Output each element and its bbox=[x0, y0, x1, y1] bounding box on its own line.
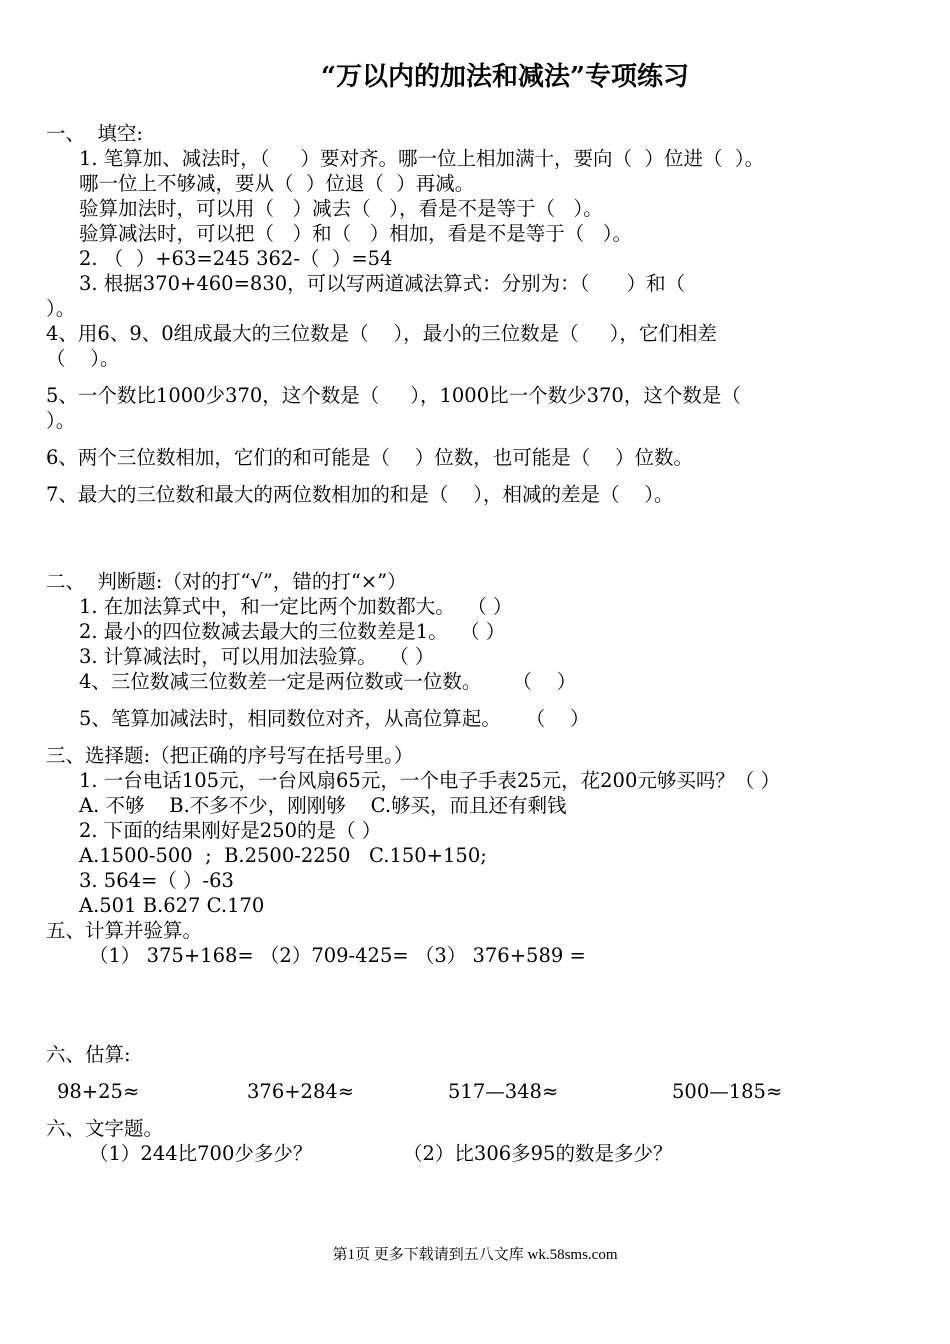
estimate-item: 500—185≈ bbox=[672, 1080, 783, 1103]
question-line: 5、笔算加减法时，相同数位对齐，从高位算起。 （ ） bbox=[79, 707, 590, 730]
question-line: 2. 最小的四位数减去最大的三位数差是1。 （ ） bbox=[79, 620, 506, 643]
estimate-item: 376+284≈ bbox=[247, 1080, 355, 1103]
page-title: “万以内的加法和减法”专项练习 bbox=[321, 62, 689, 92]
question-line: ）。 bbox=[46, 409, 76, 432]
question-line: 3. 计算减法时，可以用加法验算。 （ ） bbox=[79, 645, 435, 668]
question-line: 4、用6、9、0组成最大的三位数是（ ），最小的三位数是（ ），它们相差 bbox=[46, 322, 717, 345]
question-line: 7、最大的三位数和最大的两位数相加的和是（ ），相减的差是（ ）。 bbox=[46, 483, 674, 506]
question-line: 2. 下面的结果刚好是250的是（ ） bbox=[79, 819, 382, 842]
word-problem-2: （2）比306多95的数是多少？ bbox=[403, 1142, 673, 1165]
question-line: 6、两个三位数相加，它们的和可能是（ ）位数，也可能是（ ）位数。 bbox=[46, 446, 693, 469]
question-line: （1） 375+168= （2）709-425= （3） 376+589 = bbox=[89, 944, 586, 967]
question-line: 验算减法时，可以把（ ）和（ ）相加，看是不是等于（ ）。 bbox=[79, 222, 633, 245]
question-line: 1. 在加法算式中，和一定比两个加数都大。 （ ） bbox=[79, 595, 513, 618]
section-7-heading: 六、文字题。 bbox=[46, 1117, 164, 1140]
section-1-heading: 一、 填空: bbox=[46, 122, 143, 145]
question-line: A. 不够 B.不多不少，刚刚够 C.够买，而且还有剩钱 bbox=[79, 794, 567, 817]
page-footer: 第1页 更多下载请到五八文库 wk.58sms.com bbox=[332, 1247, 618, 1263]
question-line: 验算加法时，可以用（ ）减去（ ），看是不是等于（ ）。 bbox=[79, 197, 603, 220]
question-line: 1. 一台电话105元，一台风扇65元，一个电子手表25元，花200元够买吗？（ ） bbox=[79, 769, 781, 792]
word-problem-1: （1）244比700少多少？ bbox=[89, 1142, 313, 1165]
question-line: 3. 564=（ ）-63 bbox=[79, 869, 234, 892]
estimate-item: 517—348≈ bbox=[448, 1080, 559, 1103]
estimate-item: 98+25≈ bbox=[57, 1080, 140, 1103]
question-line: 3. 根据370+460=830，可以写两道减法算式：分别为：（ ）和（ bbox=[79, 272, 686, 295]
question-line: 5、一个数比1000少370，这个数是（ ），1000比一个数少370，这个数是（ bbox=[46, 384, 741, 407]
question-line: ）。 bbox=[46, 297, 76, 320]
question-line: 2. （ ）+63=245 362-（ ）=54 bbox=[79, 247, 393, 270]
section-5-heading: 五、计算并验算。 bbox=[46, 919, 203, 942]
question-line: 1. 笔算加、减法时，（ ）要对齐。哪一位上相加满十，要向（ ）位进（ ）。 bbox=[79, 147, 765, 170]
section-3-heading: 三、选择题:（把正确的序号写在括号里。） bbox=[46, 744, 414, 767]
question-line: 4、三位数减三位数差一定是两位数或一位数。 （ ） bbox=[79, 670, 577, 693]
section-6-heading: 六、估算: bbox=[46, 1043, 131, 1066]
question-line: A.501 B.627 C.170 bbox=[79, 894, 265, 917]
question-line: A.1500-500 ; B.2500-2250 C.150+150; bbox=[79, 844, 487, 867]
question-line: （ ）。 bbox=[46, 347, 120, 370]
question-line: 哪一位上不够减，要从（ ）位退（ ）再减。 bbox=[79, 172, 475, 195]
section-2-heading: 二、 判断题:（对的打“√”，错的打“×”） bbox=[46, 570, 407, 593]
